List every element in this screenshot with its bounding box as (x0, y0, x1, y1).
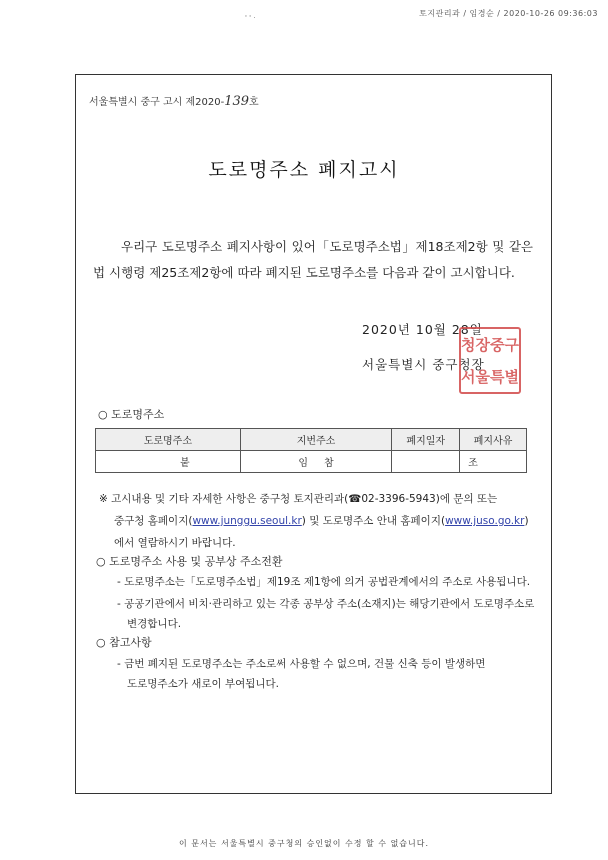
issuer-name: 서울특별시 중구청장 (362, 357, 485, 372)
note-line: 에서 열람하시기 바랍니다. (114, 537, 236, 549)
reference-bullet (117, 654, 537, 694)
section-reference-label: ○ 참고사항 (96, 636, 152, 649)
bullet-line: 변경합니다. (127, 618, 182, 630)
column-header: 폐지일자 (392, 429, 460, 451)
note-text: ) 및 도로명주소 안내 홈페이지( (301, 515, 446, 527)
seal-char: 청장 (461, 336, 490, 355)
note-line (99, 510, 539, 532)
official-seal (459, 327, 521, 394)
juso-homepage-link[interactable]: www.juso.go.kr (445, 515, 525, 527)
seal-char: 특별 (490, 367, 519, 386)
table-cell: 임 참 (240, 451, 392, 473)
inquiry-note (99, 488, 539, 554)
bullet-line: - 금번 폐지된 도로명주소는 주소로써 사용할 수 없으며, 건물 신축 등이 발생하면 (117, 658, 486, 670)
scan-marks: ' ' · (245, 14, 256, 22)
note-line: ※ 고시내용 및 기타 자세한 사항은 중구청 토지관리과(☎02-3396-5943)에 문의 또는 (99, 493, 498, 505)
table-row (96, 451, 527, 473)
note-text: 중구청 홈페이지( (114, 515, 193, 527)
table-cell: 붙 (96, 451, 241, 473)
note-text: ) (524, 515, 529, 527)
seal-char: 서울 (461, 367, 490, 386)
road-address-table (95, 428, 527, 473)
column-header: 폐지사유 (460, 429, 527, 451)
footer-notice: 이 문서는 서울특별시 중구청의 승인없이 수정 할 수 없습니다. (178, 839, 430, 848)
table-cell (392, 451, 460, 473)
document-stamp-header: 토지관리과 / 임경순 / 2020-10-26 09:36:03 (419, 9, 598, 18)
body-paragraph (93, 234, 533, 286)
usage-bullet (117, 594, 537, 634)
column-header: 지번주소 (240, 429, 392, 451)
bullet-line: - 공공기관에서 비치·관리하고 있는 각종 공부상 주소(소재지)는 해당기관에서 도로명주소로 (117, 598, 535, 610)
notice-date: 2020년 10월 28일 (362, 322, 483, 337)
table-cell: 조 (460, 451, 527, 473)
page-title: 도로명주소 폐지고시 (208, 159, 400, 181)
usage-bullet: - 도로명주소는「도로명주소법」제19조 제1항에 의거 공법관계에서의 주소로 사용됩니다. (117, 576, 531, 588)
body-text: 우리구 도로명주소 폐지사항이 있어「도로명주소법」제18조제2항 및 같은 법 시행령 제25조제2항에 따라 폐지된 도로명주소를 다음과 같이 고시합니다. (93, 239, 533, 280)
notice-number-handwritten: 139 (224, 94, 250, 109)
notice-number (89, 93, 259, 109)
notice-number-suffix: 호 (249, 97, 259, 108)
seal-char: 중구 (490, 336, 519, 355)
section-usage-label: ○ 도로명주소 사용 및 공부상 주소전환 (96, 555, 283, 568)
notice-number-prefix: 서울특별시 중구 고시 제2020- (89, 97, 225, 108)
column-header: 도로명주소 (96, 429, 241, 451)
table-header-row (96, 429, 527, 451)
section-road-address-label: ○ 도로명주소 (98, 408, 165, 421)
bullet-line: 도로명주소가 새로이 부여됩니다. (127, 678, 280, 690)
junggu-homepage-link[interactable]: www.junggu.seoul.kr (192, 515, 302, 527)
